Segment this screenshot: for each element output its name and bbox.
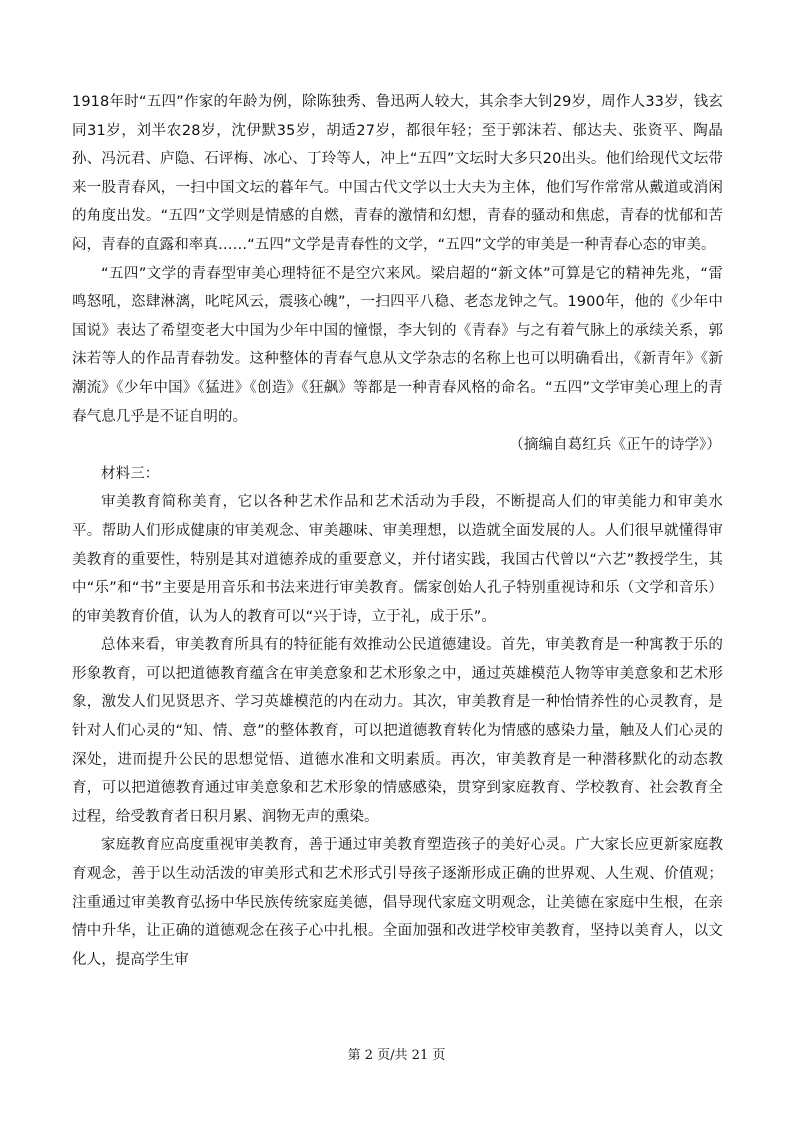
material-label: 材料三： [101,465,160,482]
paragraph-2: “五四”文学的青春型审美心理特征不是空穴来风。梁启超的“新文体”可算是它的精神先兆，“雷鸣怒吼，恣肆淋漓，叱咤风云，震骇心魄”，一扫四平八稳、老态龙钟之气。1900年，他的《少年中国说》表达了希望变老大中国为少年中国的憧憬，李大钊的《青春》与之有着气脉上的承续关系，郭沫若等人的作品青春勃发。这种整体的青春气息从文学杂志的名称上也可以明确看出，《新青年》《新潮流》《少年中国》《猛进》《创造》《狂飙》等都是一种青春风格的命名。“五四”文学审美心理上的青春气息几乎是不证自明的。 [72,265,723,425]
body-text [72,88,723,974]
page-footer: 第 2 页/共 21 页 [347,1048,446,1063]
source-citation: （摘编自葛红兵《正午的诗学》） [509,437,721,454]
paragraph-4: 总体来看，审美教育所具有的特征能有效推动公民道德建设。首先，审美教育是一种寓教于乐的形象教育，可以把道德教育蕴含在审美意象和艺术形象之中，通过英雄模范人物等审美意象和艺术形象，激发人们见贤思齐、学习英雄模范的内在动力。其次，审美教育是一种怡情养性的心灵教育，是针对人们心灵的“知、情、意”的整体教育，可以把道德教育转化为情感的感染力量，触及人们心灵的深处，进而提升公民的思想觉悟、道德水准和文明素质。再次，审美教育是一种潜移默化的动态教育，可以把道德教育通过审美意象和艺术形象的情感感染，贯穿到家庭教育、学校教育、社会教育全过程，给受教育者日积月累、润物无声的熏染。 [72,637,723,825]
paragraph-1: 1918年时“五四”作家的年龄为例，除陈独秀、鲁迅两人较大，其余李大钊29岁，周作人33岁，钱玄同31岁，刘半农28岁，沈伊默35岁，胡适27岁，都很年轻；至于郭沫若、郁达夫、张资平、陶晶孙、冯沅君、庐隐、石评梅、冰心、丁玲等人，冲上“五四”文坛时大多只20出头。他们给现代文坛带来一股青春风，一扫中国文坛的暮年气。中国古代文学以士大夫为主体，他们写作常常从戴道或消闲的角度出发。“五四”文学则是情感的自燃，青春的激情和幻想，青春的骚动和焦虑，青春的忧郁和苦闷，青春的直露和率真……“五四”文学是青春性的文学，“五四”文学的审美是一种青春心态的审美。 [72,94,723,253]
paragraph-3: 审美教育简称美育，它以各种艺术作品和艺术活动为手段，不断提高人们的审美能力和审美水平。帮助人们形成健康的审美观念、审美趣味、审美理想，以造就全面发展的人。人们很早就懂得审美教育的重要性，特别是其对道德养成的重要意义，并付诸实践，我国古代曾以“六艺”教授学生，其中“乐”和“书”主要是用音乐和书法来进行审美教育。儒家创始人孔子特别重视诗和乐（文学和音乐）的审美教育价值，认为人的教育可以“兴于诗，立于礼，成于乐”。 [72,494,723,625]
paragraph-5: 家庭教育应高度重视审美教育，善于通过审美教育塑造孩子的美好心灵。广大家长应更新家庭教育观念，善于以生动活泼的审美形式和艺术形式引导孩子逐渐形成正确的世界观、人生观、价值观；注重通过审美教育弘扬中华民族传统家庭美德，倡导现代家庭文明观念，让美德在家庭中生根，在亲情中升华，让正确的道德观念在孩子心中扎根。全面加强和改进学校审美教育，坚持以美育人，以文化人，提高学生审 [72,837,723,968]
